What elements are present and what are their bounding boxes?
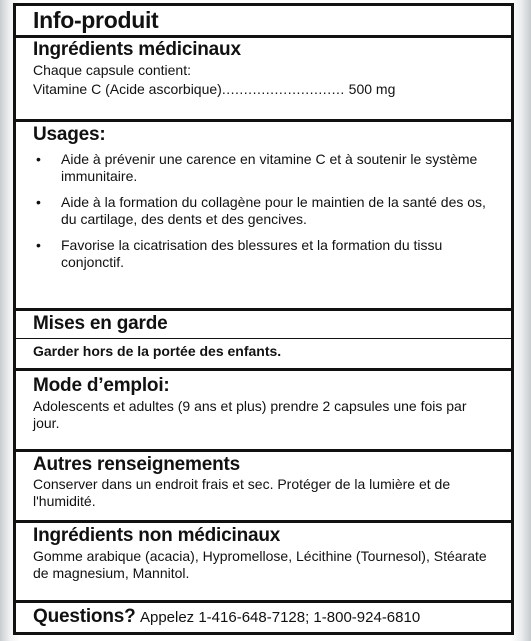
use-text: Favorise la cicatrisation des blessures et la formation du tissu conjonctif. [61,237,443,270]
warnings-text-section [16,343,511,360]
bullet: • [36,237,41,253]
divider [16,35,511,38]
divider [16,368,511,371]
divider [16,600,511,603]
medicinal-intro: Chaque capsule contient: [33,62,191,78]
title-section [16,7,511,33]
divider [16,449,511,452]
medicinal-ingredient-row [33,81,511,98]
panel-title: Info-produit [33,7,159,33]
medicinal-ingredients-section [16,39,511,98]
list-item [33,151,493,185]
directions-text: Adolescents et adultes (9 ans et plus) prendre 2 capsules une fois par jour. [33,398,467,431]
other-info-section [16,454,511,510]
uses-list [33,151,493,271]
non-medicinal-text: Gomme arabique (acacia), Hypromellose, Lécithine (Tournesol), Stéarate de magnesium, Mannitol. [33,548,487,581]
uses-section [16,124,511,280]
list-item [33,237,493,271]
directions-heading: Mode d’emploi: [33,375,170,396]
list-item [33,194,493,228]
bullet: • [36,194,41,210]
ingredient-name: Vitamine C (Acide ascorbique) [33,81,222,97]
ingredient-amount: 500 mg [348,81,396,97]
divider [16,308,511,311]
questions-label: Questions? [33,606,136,627]
non-medicinal-heading: Ingrédients non médicinaux [33,525,281,546]
use-text: Aide à prévenir une carence en vitamine C et à soutenir le système immunitaire. [61,151,478,184]
non-medicinal-section [16,525,511,582]
medicinal-heading: Ingrédients médicinaux [33,39,241,60]
questions-text: Appelez 1-416-648-7128; 1-800-924-6810 [139,609,421,626]
questions-section [16,606,511,628]
divider [16,338,511,339]
other-info-text: Conserver dans un endroit frais et sec. Protéger de la lumière et de l'humidité. [33,476,451,509]
use-text: Aide à la formation du collagène pour le maintien de la santé des os, du cartilage, des dents et des gencives. [61,194,486,227]
divider [16,520,511,523]
warnings-heading: Mises en garde [33,313,168,334]
product-facts-panel [13,3,514,635]
dot-leader: ............................ [221,81,345,97]
warnings-section [16,313,511,335]
directions-section [16,375,511,432]
bullet: • [36,151,41,167]
uses-heading: Usages: [33,124,106,145]
warnings-text: Garder hors de la portée des enfants. [33,343,282,359]
divider [16,119,511,122]
other-info-heading: Autres renseignements [33,454,240,475]
